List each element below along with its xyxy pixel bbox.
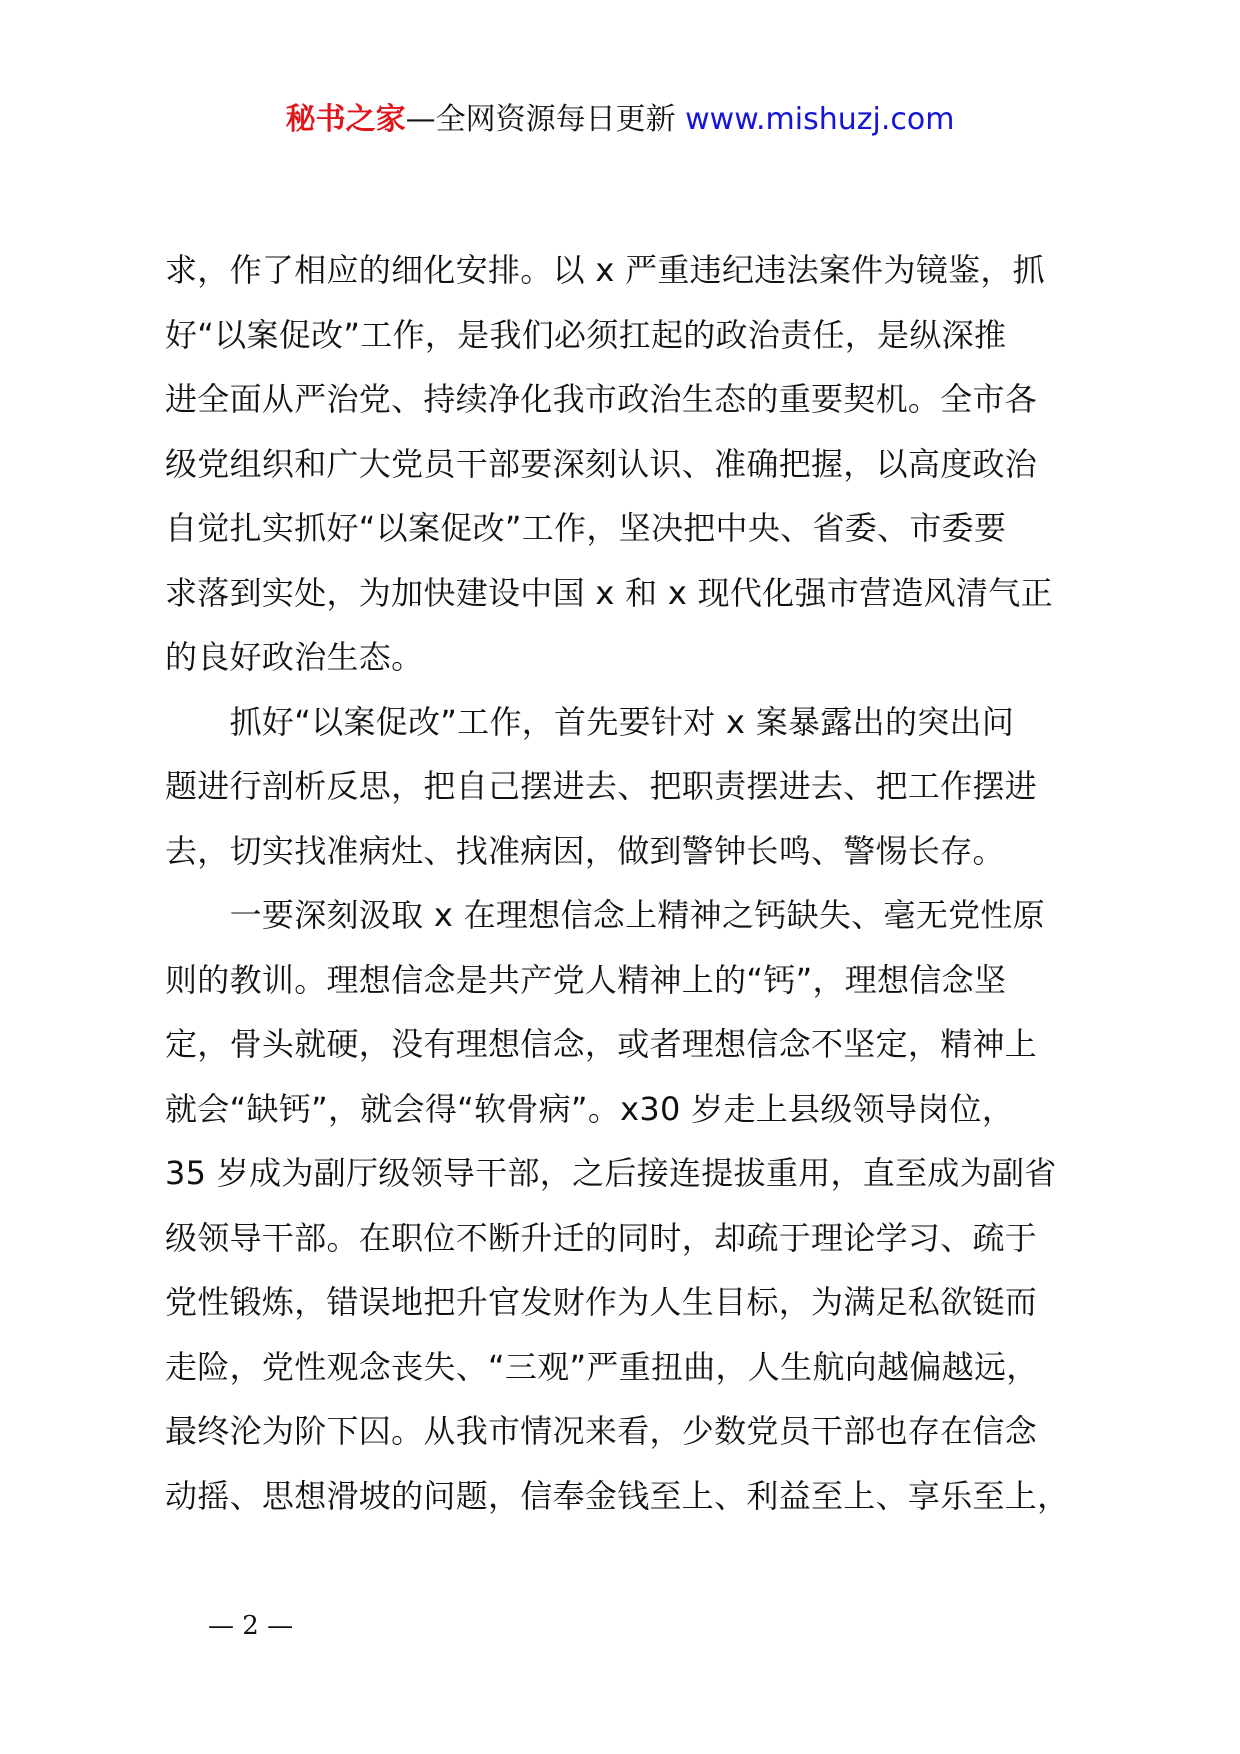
text-line: 抓好“以案促改”工作，首先要针对 x 案暴露出的突出问 (165, 702, 1015, 741)
text-line: 党性锻炼，错误地把升官发财作为人生目标，为满足私欲铤而 (165, 1283, 1038, 1321)
text-line: 就会“缺钙”，就会得“软骨病”。x30 岁走上县级领导岗位， (165, 1089, 1015, 1128)
header-tagline: —全网资源每日更新 (405, 102, 686, 137)
site-url-link[interactable]: www.mishuzj.com (685, 102, 955, 137)
text-line: 动摇、思想滑坡的问题，信奉金钱至上、利益至上、享乐至上， (165, 1476, 1070, 1515)
text-line: 一要深刻汲取 x 在理想信念上精神之钙缺失、毫无党性原 (165, 896, 1045, 934)
document-body (165, 238, 1095, 1528)
text-line: 题进行剖析反思，把自己摆进去、把职责摆进去、把工作摆进 (165, 767, 1038, 805)
text-line: 好“以案促改”工作，是我们必须扛起的政治责任，是纵深推 (165, 315, 1007, 354)
text-line: 级领导干部。在职位不断升迁的同时，却疏于理论学习、疏于 (165, 1218, 1038, 1257)
text-line: 自觉扎实抓好“以案促改”工作，坚决把中央、省委、市委要 (165, 509, 1007, 547)
text-line: 求，作了相应的细化安排。以 x 严重违纪违法案件为镜鉴，抓 (165, 251, 1045, 289)
text-line: 最终沦为阶下囚。从我市情况来看，少数党员干部也存在信念 (165, 1412, 1038, 1450)
site-header (0, 98, 1240, 142)
text-line: 进全面从严治党、持续净化我市政治生态的重要契机。全市各 (165, 380, 1038, 418)
text-line: 定，骨头就硬，没有理想信念，或者理想信念不坚定，精神上 (165, 1025, 1038, 1063)
brand-name: 秘书之家 (285, 102, 406, 137)
text-line: 35 岁成为副厅级领导干部，之后接连提拔重用，直至成为副省 (165, 1154, 1057, 1192)
text-line: 的良好政治生态。 (165, 638, 424, 676)
text-line: 去，切实找准病灶、找准病因，做到警钟长鸣、警惕长存。 (165, 831, 1005, 870)
text-line: 则的教训。理想信念是共产党人精神上的“钙”，理想信念坚 (165, 960, 1007, 999)
text-line: 走险，党性观念丧失、“三观”严重扭曲，人生航向越偏越远， (165, 1347, 1039, 1386)
page-number: — 2 — (208, 1611, 294, 1641)
text-line: 级党组织和广大党员干部要深刻认识、准确把握，以高度政治 (165, 444, 1038, 483)
text-line: 求落到实处，为加快建设中国 x 和 x 现代化强市营造风清气正 (165, 573, 1053, 612)
